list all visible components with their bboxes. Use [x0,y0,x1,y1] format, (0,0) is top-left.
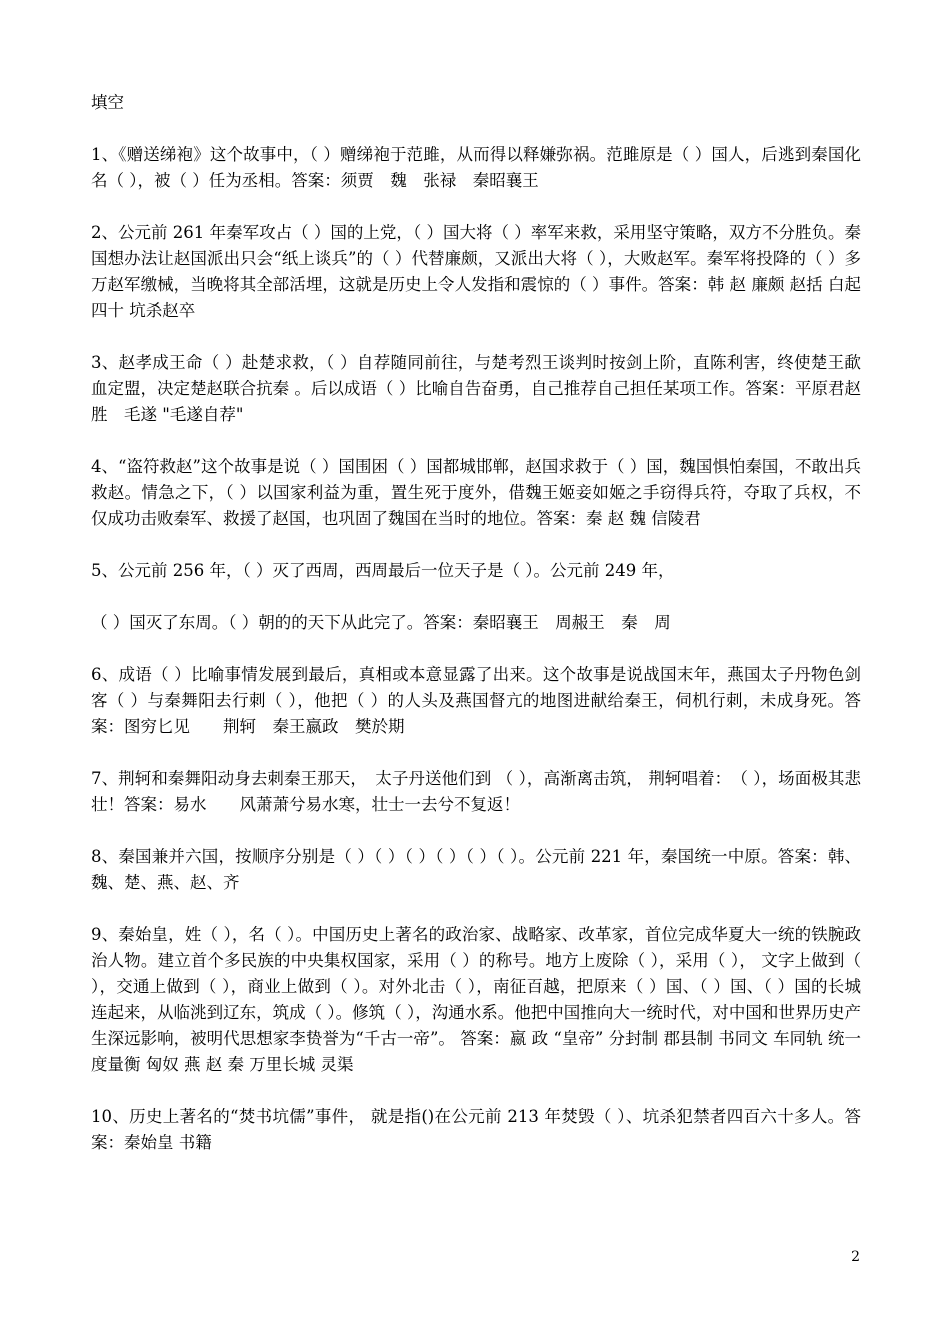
question-5-part-2: （ ）国灭了东周。（ ）朝的的天下从此完了。答案：秦昭襄王 周赧王 秦 周 [91,613,671,632]
question-4: 4、“盗符救赵”这个故事是说（ ）国围困（ ）国都城邯郸，赵国求救于（ ）国，魏国惧怕秦国，不敢出兵救赵。情急之下，（ ）以国家利益为重，置生死于度外，借魏王姬妾如姬之手窃得兵符，夺取了兵权，不仅成功击败秦军、救援了赵国，也巩固了魏国在当时的地位。答案：秦 赵 魏 信陵君 [91,457,861,528]
question-10: 10、历史上著名的“焚书坑儒”事件， 就是指()在公元前 213 年焚毁（ ）、坑杀犯禁者四百六十多人。答案：秦始皇 书籍 [91,1107,861,1152]
question-7: 7、荆轲和秦舞阳动身去刺秦王那天， 太子丹送他们到 （ ），高渐离击筑， 荆轲唱着： （ ），场面极其悲壮！答案：易水 风萧萧兮易水寒，壮士一去兮不复返！ [91,769,861,814]
question-5-part-1: 5、公元前 256 年，（ ）灭了西周，西周最后一位天子是（ ）。公元前 249 年， [91,561,675,580]
page-number: 2 [851,1249,860,1265]
document-body [91,90,861,1182]
question-3: 3、赵孝成王命（ ）赴楚求救，（ ）自荐随同前往，与楚考烈王谈判时按剑上阶，直陈利害，终使楚王歃血定盟，决定楚赵联合抗秦 。后以成语（ ）比喻自告奋勇，自己推荐自己担任某项工作。答案：平原君赵胜 毛遂 "毛遂自荐" [91,353,861,424]
question-2: 2、公元前 261 年秦军攻占（ ）国的上党，（ ）国大将（ ）率军来救，采用坚守策略，双方不分胜负。秦国想办法让赵国派出只会“纸上谈兵”的（ ）代替廉颇，又派出大将（ ），大败赵军。秦军将投降的（ ）多万赵军缴械，当晚将其全部活埋，这就是历史上令人发指和震惊的（ ）事件。答案：韩 赵 廉颇 赵括 白起 四十 坑杀赵卒 [91,223,861,320]
question-1: 1、《赠送绨袍》这个故事中，（ ）赠绨袍于范雎，从而得以释嫌弥祸。范雎原是（ ）国人，后逃到秦国化名（ ），被（ ）任为丞相。答案：须贾 魏 张禄 秦昭襄王 [91,145,861,190]
section-heading: 填空 [91,93,124,112]
question-9: 9、秦始皇，姓（ ），名（ ）。中国历史上著名的政治家、战略家、改革家，首位完成华夏大一统的铁腕政治人物。建立首个多民族的中央集权国家，采用（ ）的称号。地方上废除（ ），采用（ ）， 文字上做到（ ），交通上做到（ ），商业上做到（ ）。对外北击（ ），南征百越，把原来（ ）国、（ ）国、（ ）国的长城连起来，从临洮到辽东，筑成（ ）。修筑（ ），沟通水系。他把中国推向大一统时代，对中国和世界历史产生深远影响，被明代思想家李贽誉为“千古一帝”。 答案：嬴 政 “皇帝” 分封制 郡县制 书同文 车同轨 统一度量衡 匈奴 燕 赵 秦 万里长城 灵渠 [91,925,861,1074]
question-8: 8、秦国兼并六国，按顺序分别是（ ）（ ）（ ）（ ）（ ）（ ）。公元前 221 年，秦国统一中原。答案：韩、魏、楚、燕、赵、齐 [91,847,861,892]
question-6: 6、成语（ ）比喻事情发展到最后，真相或本意显露了出来。这个故事是说战国末年，燕国太子丹物色剑客（ ）与秦舞阳去行刺（ ），他把（ ）的人头及燕国督亢的地图进献给秦王，伺机行刺，未成身死。答案：图穷匕见 荆轲 秦王嬴政 樊於期 [91,665,861,736]
